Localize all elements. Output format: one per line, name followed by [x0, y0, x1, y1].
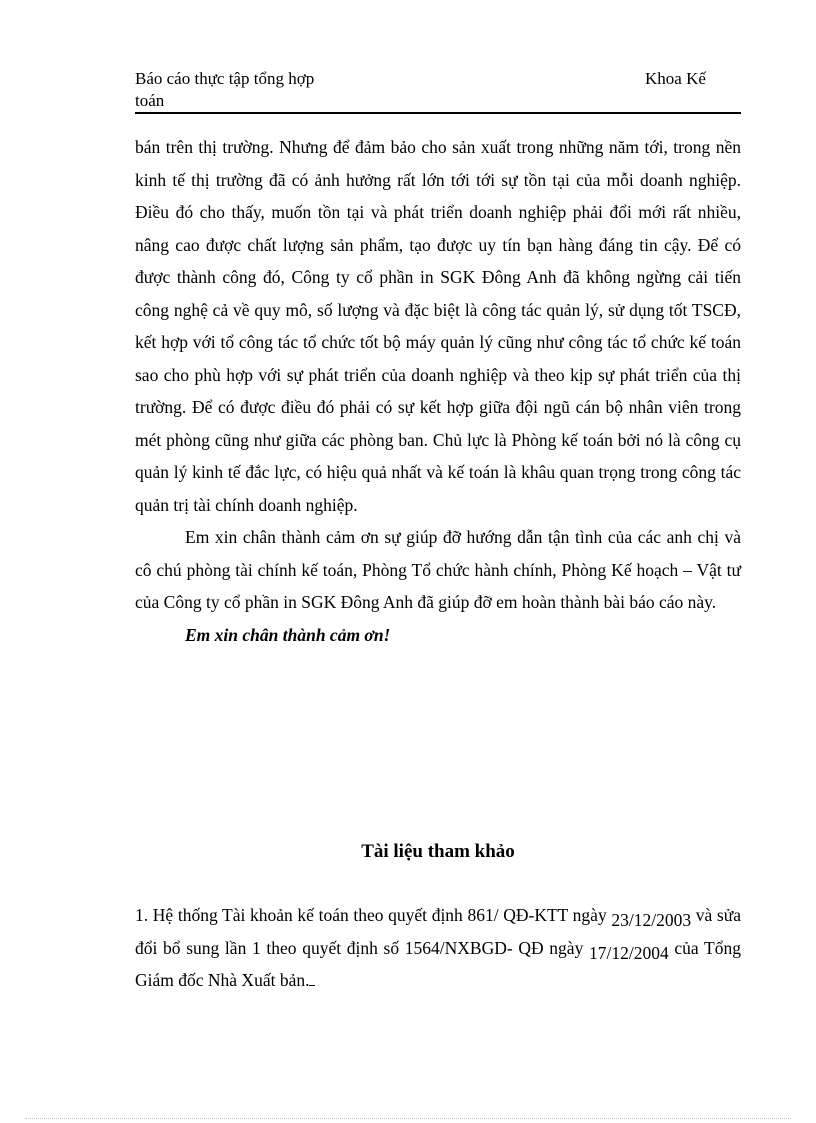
paragraph-2: Em xin chân thành cảm ơn sự giúp đỡ hướng dẫn tận tình của các anh chị và cô chú phòng tài chính kế toán, Phòng Tổ chức hành chính, Phòng Kế hoạch – Vật tư của Công ty cổ phần in SGK Đông Anh đã giúp đỡ em hoàn thành bài báo cáo này. [135, 527, 741, 612]
thanks-line: Em xin chân thành cảm ơn! [185, 624, 391, 645]
header-title-continued: toán [135, 91, 165, 110]
reference-item-1-date-2: 17/12/2004 [589, 942, 669, 963]
header-divider [135, 112, 741, 114]
body-text [135, 131, 741, 651]
page-bottom-divider [25, 1118, 791, 1119]
references-list [135, 899, 741, 997]
header-title: Báo cáo thực tập tổng hợp [135, 69, 315, 88]
reference-item-1 [135, 899, 741, 997]
reference-item-1-text-c: của Tổng Giám đốc Nhà Xuất bản. [135, 937, 741, 990]
references-title: Tài liệu tham khảo [361, 841, 515, 862]
paragraph-1: bán trên thị trường. Nhưng để đảm bảo cho sản xuất trong những năm tới, trong nền kinh tế thị trường đã có ảnh hưởng rất lớn tới tới sự tồn tại của mỗi doanh nghiệp. Điều đó cho thấy, muốn tồn tại và phát triển doanh nghiệp phải đổi mới rất nhiều, nâng cao được chất lượng sản phẩm, tạo được uy tín bạn hàng đáng tin cậy. Để có được thành công đó, Công ty cổ phần in SGK Đông Anh đã không ngừng cải tiến công nghệ cả về quy mô, số lượng và đặc biệt là công tác quản lý, sử dụng tốt TSCĐ, kết hợp với tổ công tác tổ chức tốt bộ máy quản lý cũng như công tác tổ chức kế toán sao cho phù hợp với sự phát triển của doanh nghiệp và theo kịp sự phát triển của thị trường. Để có được điều đó phải có sự kết hợp giữa đội ngũ cán bộ nhân viên trong mét phòng cũng như giữa các phòng ban. Chủ lực là Phòng kế toán bởi nó là công cụ quản lý kinh tế đắc lực, có hiệu quả nhất và kế toán là khâu quan trọng trong công tác quản trị tài chính doanh nghiệp. [135, 137, 741, 515]
reference-item-1-date-1: 23/12/2003 [611, 910, 692, 930]
reference-item-1-text-a: 1. Hệ thống Tài khoản kế toán theo quyết định 861/ QĐ-KTT ngày [135, 905, 607, 925]
header-department: Khoa Kế [645, 69, 706, 88]
reference-item-1-text-b: và sửa đổi bổ sung lần 1 theo quyết định số 1564/NXBGD- QĐ ngày [135, 905, 741, 958]
text-cursor-mark [309, 971, 315, 986]
